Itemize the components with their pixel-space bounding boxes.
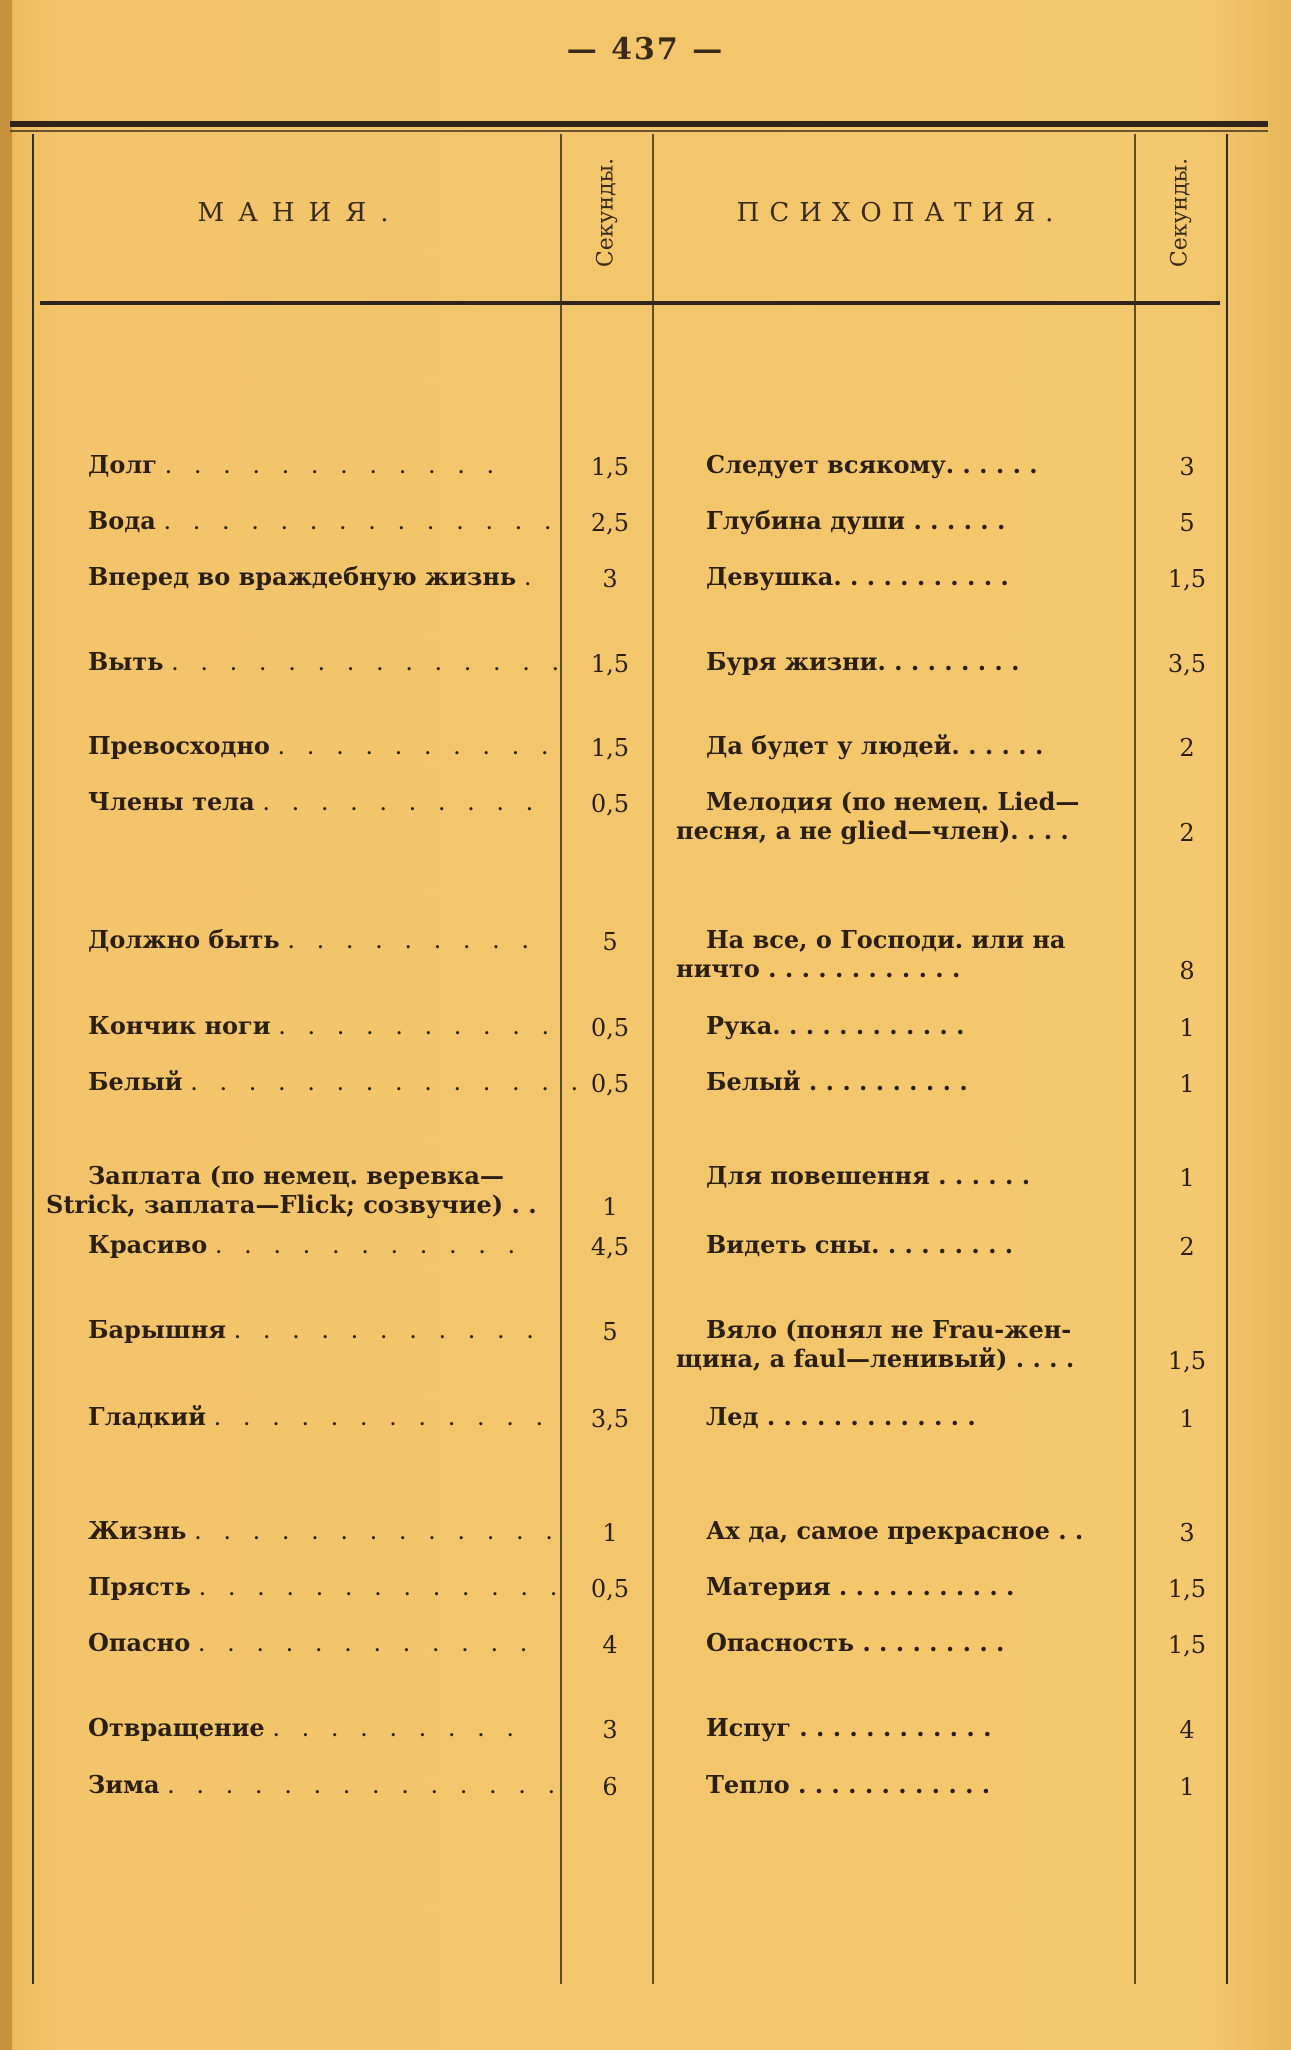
mania-seconds: 3 [602, 565, 618, 593]
leader-dots: . . . . . . . . . . [278, 1012, 557, 1040]
header-seconds-right: Секунды. [1167, 157, 1193, 268]
psychopathy-term: песня, а не glied—член). . . . [676, 816, 1069, 845]
top-rule [10, 121, 1268, 127]
header-psychopathy: ПСИХОПАТИЯ. [736, 198, 1064, 228]
psychopathy-term: На все, о Господи. или на [706, 925, 1066, 954]
mania-term: Заплата (по немец. веревка— [88, 1161, 504, 1190]
leader-dots: . . . . . . . . . . . . . . [163, 507, 559, 535]
mania-entry [88, 1572, 564, 1602]
psychopathy-term: Тепло . . . . . . . . . . . . [706, 1770, 991, 1799]
psychopathy-seconds: 3 [1179, 1519, 1195, 1547]
mania-seconds: 3,5 [590, 1405, 630, 1433]
psychopathy-term: Мелодия (по немец. Lied— [706, 787, 1080, 816]
psychopathy-term: Опасность . . . . . . . . . [706, 1628, 1005, 1657]
mania-term: Вперед во враждебную жизнь [88, 562, 517, 591]
psychopathy-seconds: 1,5 [1167, 1575, 1207, 1603]
mania-seconds: 4 [602, 1631, 618, 1659]
mania-term: Выть [88, 647, 164, 676]
psychopathy-seconds: 2 [1179, 819, 1195, 847]
mania-seconds: 0,5 [590, 1070, 630, 1098]
mania-entry [88, 1628, 534, 1658]
psychopathy-term: Глубина души . . . . . . [706, 506, 1006, 535]
mania-seconds: 1,5 [590, 453, 630, 481]
page-spine [0, 0, 12, 2050]
leader-dots: . . . . . . . . . . . [233, 1316, 541, 1344]
mania-term: Отвращение [88, 1713, 265, 1742]
leader-dots: . . . . . . . . . . . . [164, 451, 502, 479]
mania-entry [88, 1713, 521, 1743]
psychopathy-term: Рука. . . . . . . . . . . . [706, 1011, 965, 1040]
psychopathy-term: Для повешення . . . . . . [706, 1161, 1031, 1190]
psychopathy-seconds: 1,5 [1167, 565, 1207, 593]
mania-term: Должно быть [88, 925, 280, 954]
leader-dots: . [523, 563, 539, 591]
leader-dots: . . . . . . . . . [287, 926, 537, 954]
leader-dots: . . . . . . . . . . . . . [194, 1517, 560, 1545]
mania-entry [88, 1230, 522, 1260]
mania-entry [88, 562, 538, 592]
mania-term: Жизнь [88, 1516, 187, 1545]
leader-dots: . . . . . . . . . . . . . . [167, 1771, 563, 1799]
mania-seconds: 3 [602, 1716, 618, 1744]
mania-seconds: 0,5 [590, 1575, 630, 1603]
mania-entry [88, 1402, 550, 1432]
leader-dots: . . . . . . . . . . . . [197, 1629, 535, 1657]
mania-seconds: 0,5 [590, 790, 630, 818]
col-divider-2 [652, 134, 654, 1984]
page-number: — 437 — [566, 32, 725, 67]
psychopathy-term: Ах да, самое прекрасное . . [706, 1516, 1084, 1545]
psychopathy-term: Девушка. . . . . . . . . . . [706, 562, 1009, 591]
psychopathy-seconds: 1 [1179, 1773, 1195, 1801]
mania-entry [88, 1770, 562, 1800]
psychopathy-seconds: 5 [1179, 509, 1195, 537]
psychopathy-seconds: 8 [1179, 957, 1195, 985]
mania-entry [88, 506, 558, 536]
mania-term: Превосходно [88, 731, 270, 760]
mania-entry [88, 1516, 560, 1546]
header-rule [40, 301, 1220, 305]
psychopathy-seconds: 2 [1179, 1233, 1195, 1261]
mania-term: Зима [88, 1770, 160, 1799]
mania-term: Кончик ноги [88, 1011, 271, 1040]
psychopathy-term: Буря жизни. . . . . . . . . [706, 647, 1020, 676]
mania-seconds: 5 [602, 928, 618, 956]
leader-dots: . . . . . . . . . [272, 1714, 522, 1742]
psychopathy-term: Да будет у людей. . . . . . [706, 731, 1044, 760]
psychopathy-term: Лед . . . . . . . . . . . . . [706, 1402, 976, 1431]
psychopathy-seconds: 1 [1179, 1014, 1195, 1042]
mania-entry [88, 1067, 585, 1097]
top-rule-thin [10, 130, 1268, 132]
psychopathy-seconds: 1 [1179, 1164, 1195, 1192]
psychopathy-seconds: 1,5 [1167, 1347, 1207, 1375]
psychopathy-term: щина, а faul—ленивый) . . . . [676, 1344, 1075, 1373]
mania-seconds: 1,5 [590, 734, 630, 762]
leader-dots: . . . . . . . . . . [277, 732, 556, 760]
mania-entry [88, 450, 501, 480]
mania-entry [88, 1011, 556, 1041]
mania-term: Опасно [88, 1628, 191, 1657]
col-divider-3 [1134, 134, 1136, 1984]
left-border [32, 134, 34, 1984]
mania-term: Барышня [88, 1315, 226, 1344]
mania-seconds: 6 [602, 1773, 618, 1801]
mania-term: Белый [88, 1067, 183, 1096]
mania-term: Вода [88, 506, 156, 535]
mania-entry [88, 1315, 541, 1345]
mania-term: Красиво [88, 1230, 208, 1259]
mania-entry [88, 731, 556, 761]
mania-entry [88, 925, 536, 955]
leader-dots: . . . . . . . . . . [262, 788, 541, 816]
leader-dots: . . . . . . . . . . . . [213, 1403, 551, 1431]
leader-dots: . . . . . . . . . . . . . [198, 1573, 565, 1601]
mania-term: Долг [88, 450, 157, 479]
psychopathy-seconds: 1,5 [1167, 1631, 1207, 1659]
mania-entry [88, 647, 566, 677]
col-divider-1 [560, 134, 562, 1984]
psychopathy-term: Материя . . . . . . . . . . . [706, 1572, 1015, 1601]
psychopathy-seconds: 3 [1179, 453, 1195, 481]
header-seconds-left: Секунды. [593, 157, 619, 268]
psychopathy-term: Вяло (понял не Frau-жен- [706, 1315, 1072, 1344]
mania-seconds: 1 [602, 1193, 618, 1221]
mania-seconds: 4,5 [590, 1233, 630, 1261]
right-border [1226, 134, 1228, 1984]
mania-term: Члены тела [88, 787, 255, 816]
psychopathy-seconds: 1 [1179, 1070, 1195, 1098]
header-mania: МАНИЯ. [197, 198, 403, 228]
mania-seconds: 1,5 [590, 650, 630, 678]
mania-term: Прясть [88, 1572, 191, 1601]
psychopathy-term: Белый . . . . . . . . . . [706, 1067, 968, 1096]
mania-entry [88, 787, 540, 817]
leader-dots: . . . . . . . . . . . [214, 1231, 523, 1259]
leader-dots: . . . . . . . . . . . . . . [190, 1068, 586, 1096]
mania-seconds: 0,5 [590, 1014, 630, 1042]
mania-seconds: 1 [602, 1519, 618, 1547]
mania-term: Strick, заплата—Flick; созвучие) . . [46, 1190, 537, 1219]
psychopathy-term: Следует всякому. . . . . . [706, 450, 1038, 479]
psychopathy-term: ничто . . . . . . . . . . . . [676, 954, 961, 983]
mania-term: Гладкий [88, 1402, 206, 1431]
mania-seconds: 5 [602, 1318, 618, 1346]
leader-dots: . . . . . . . . . . . . . . [171, 648, 567, 676]
psychopathy-term: Видеть сны. . . . . . . . . [706, 1230, 1014, 1259]
psychopathy-seconds: 1 [1179, 1405, 1195, 1433]
psychopathy-seconds: 4 [1179, 1716, 1195, 1744]
mania-seconds: 2,5 [590, 509, 630, 537]
psychopathy-seconds: 3,5 [1167, 650, 1207, 678]
psychopathy-seconds: 2 [1179, 734, 1195, 762]
psychopathy-term: Испуг . . . . . . . . . . . . [706, 1713, 992, 1742]
